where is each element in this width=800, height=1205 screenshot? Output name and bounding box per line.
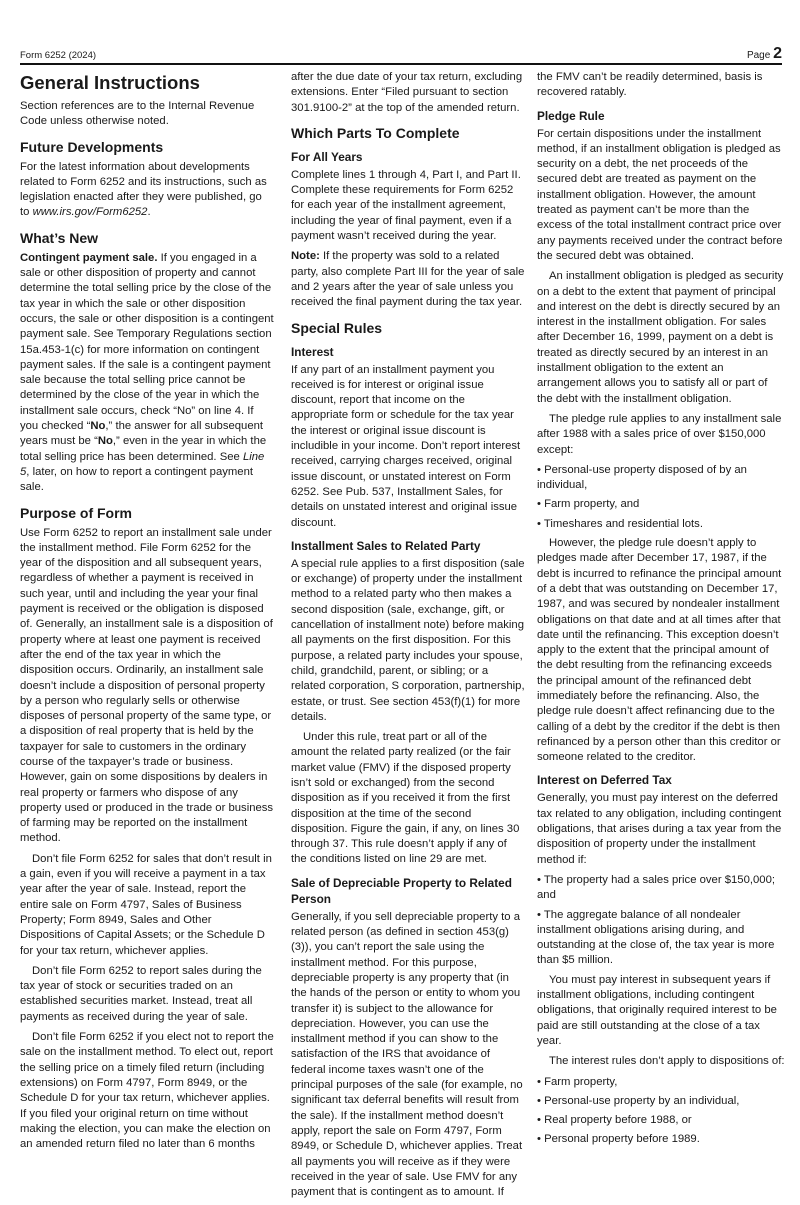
form-title: Form 6252 (2024): [20, 50, 97, 61]
paragraph: [537, 70, 785, 101]
text-run: You must pay interest in subsequent years if installment obligations, including contingent obligations, that originally required interest to be paid are still outstanding at the close of a tax year.: [537, 973, 777, 1047]
text-run: Under this rule, treat part or all of the amount the related party realized (or the fair market value (FMV) if the disposed property isn’t sold or exchanged) from the second disposition as if you received it from the first disposition at the time of the second disposition. Figure the gain, if any, on lines 30 through 37. This rule doesn’t apply if any of the conditions listed on line 29 are met.: [291, 731, 520, 866]
section-heading: [291, 124, 525, 142]
text-run: Interest: [291, 344, 334, 359]
text-run: For certain dispositions under the installment method, if an installment obligation is pledged as security on a debt, the net proceeds of the secured debt are treated as payment on the installment obligation. However, the amount treated as payment can’t be more than the excess of the total installment contract price over any payments received under the contract before the secured debt was obtained.: [537, 127, 783, 262]
header-rule: [20, 63, 782, 65]
bullet-item: [537, 1094, 785, 1109]
paragraph: [20, 160, 274, 221]
paragraph: [537, 973, 785, 1049]
subsection-heading: [537, 108, 785, 124]
paragraph: [537, 269, 785, 407]
text-run: ,” even in the year in which the total selling price has been determined. See: [20, 435, 267, 463]
text-run: Complete lines 1 through 4, Part I, and Part II. Complete these requirements for Form 6252 for each year of the installment agreement, including the year of final payment, even if a payment wasn’t received during the year.: [291, 168, 521, 243]
paragraph: [291, 557, 525, 725]
text-run: Section references are to the Internal Revenue Code unless otherwise noted.: [20, 100, 255, 128]
paragraph: [20, 99, 274, 130]
paragraph: [291, 249, 525, 310]
page-label: Page: [746, 50, 771, 61]
text-run: Which Parts To Complete: [291, 124, 460, 141]
text-run: • Real property before 1988, or: [537, 1114, 692, 1127]
text-run: A special rule applies to a first disposition (sale or exchange) of property under the installment method to a related party who then makes a second disposition (sale, exchange, gift, or cancellation of installment note) before making all payments on the first disposition. For this purpose, a related party includes your spouse, child, grandchild, parent, or sibling; or a related corporation, S corporation, partnership, estate, or trust. See section 453(f)(1) for more details.: [291, 557, 525, 723]
text-run: General Instructions: [20, 72, 200, 93]
paragraph: [20, 526, 274, 847]
text-run: Don’t file Form 6252 if you elect not to report the sale on the installment method. To elect out, report the selling price on a timely filed return (including extensions) on Form 4797, Form 8949, or the Schedule D for your tax return, whichever applies. If you filed your original return on time without making the election, you can make the election on an amended return filed no later than 6 months: [20, 1031, 274, 1151]
text-run: Generally, you must pay interest on the deferred tax related to any obligation, including contingent obligations, that arises during a tax year from the disposition of property under the installment method if:: [537, 792, 782, 866]
bold-text: No: [90, 420, 106, 433]
bullet-item: [537, 908, 785, 969]
paragraph: [537, 536, 785, 765]
text-run: Sale of Depreciable Property to Related Person: [291, 875, 512, 906]
bullet-item: [537, 873, 785, 904]
bullet-item: [537, 1113, 785, 1128]
text-run: Installment Sales to Related Party: [291, 538, 481, 553]
page-indicator: [747, 45, 782, 63]
text-run: If you engaged in a sale or other disposition of property and cannot determine the total selling price by the close of the tax year in which the sale or other disposition occurs, the sale or other disposition is a contingent payment sale. See Temporary Regulations section 15a.453-1(c) for more information on contingent payment sales. If the sale is a contingent payment sale because the total selling price cannot be determined by the close of the year in which the installment sale occurs, check “No” on line 4. If you checked “: [20, 251, 274, 433]
column-1: [20, 70, 274, 1157]
text-run: An installment obligation is pledged as security on a debt to the extent that payment of principal and interest on the debt is directly secured by an interest in the installment obligation. For sales after December 16, 1999, payment on a debt is treated as directly secured by an interest in an installment obligation to the extent an arrangement allows you to satisfy all or part of the debt with the installment obligation.: [537, 270, 784, 405]
page-header: [20, 45, 782, 62]
section-heading: [291, 319, 525, 337]
bullet-item: [537, 497, 785, 512]
text-run: .: [147, 206, 151, 219]
column-3: [537, 70, 785, 1152]
section-heading: [20, 504, 274, 522]
text-run: Don’t file Form 6252 for sales that don’t result in a gain, even if you will receive a payment in a tax year after the year of sale. Instead, report the entire sale on Form 4797, Sales of Business Property; Form 8949, Sales and Other Dispositions of Capital Assets; or the Schedule D for your tax return, whichever applies.: [20, 852, 272, 957]
paragraph: [20, 1030, 274, 1152]
text-run: Purpose of Form: [20, 504, 133, 521]
text-run: the FMV can’t be readily determined, basis is recovered ratably.: [537, 71, 763, 99]
text-run: Use Form 6252 to report an installment sale under the installment method. File Form 6252 for the year of the disposition and all subsequent years, regardless of whether a payment is received in such year, until and including the year your final payment is received or the obligation is disposed of. Generally, an installment sale is a disposition of property where at least one payment is received after the end of the tax year in which the disposition occurs. Ordinarily, an installment sale doesn’t include a disposition of personal property by a person who regularly sells or otherwise disposes of personal property of the same type, or a disposition of real property that is held by the taxpayer for sale to customers in the ordinary course of the taxpayer’s trade or business. However, gain on some dispositions by dealers in real property or farmers who dispose of any property used or produced in the trade or business of farming may be reported on the installment method.: [20, 526, 274, 845]
bold-text: Note:: [291, 250, 320, 263]
subsection-heading: [291, 149, 525, 165]
text-run: Pledge Rule: [537, 108, 605, 123]
paragraph: [20, 251, 274, 496]
subsection-heading: [291, 538, 525, 554]
link[interactable]: www.irs.gov/Form6252: [32, 206, 148, 219]
paragraph: [537, 791, 785, 867]
bullet-item: [537, 1132, 785, 1147]
text-run: • Personal-use property disposed of by an individual,: [537, 463, 747, 492]
subsection-heading: [537, 772, 785, 788]
text-run: However, the pledge rule doesn’t apply to pledges made after December 17, 1987, if the debt is incurred to refinance the principal amount of a debt that was outstanding on December 17, 1987, and was secured by nondealer installment obligations on that date and at all times after that date until the refinancing. This exception doesn’t apply to the extent that the principal amount of the debt resulting from the refinancing exceeds the principal amount of the refinanced debt immediately before the refinancing. Also, the pledge rule doesn’t affect refinancing due to the calling of a debt by the creditor if the debt is then refinanced by a person other than this creditor or someone related to the creditor.: [537, 537, 782, 764]
paragraph: [537, 412, 785, 458]
paragraph: [537, 1054, 785, 1069]
text-run: For the latest information about developments related to Form 6252 and its instructions, such as legislation enacted after they were published, go to: [20, 160, 267, 219]
text-run: The interest rules don’t apply to dispositions of:: [549, 1055, 785, 1068]
text-run: • Farm property,: [537, 1075, 618, 1088]
paragraph: [291, 910, 525, 1201]
text-run: • Personal-use property by an individual,: [537, 1094, 740, 1107]
text-run: If any part of an installment payment you received is for interest or original issue discount, report that income on the appropriate form or schedule for the tax year the interest or original issue discount is includible in your income. Don’t report interest received, carrying charges received, original issue discount, or unstated interest on Form 6252. See Pub. 537, Installment Sales, for details on unstated interest and original issue discount.: [291, 363, 521, 529]
section-heading: [20, 138, 274, 156]
text-run: Future Developments: [20, 138, 164, 155]
paragraph: [20, 852, 274, 959]
text-run: What’s New: [20, 229, 99, 246]
text-run: If the property was sold to a related party, also complete Part III for the year of sale and 2 years after the year of sale unless you received the final payment during the tax year.: [291, 250, 525, 309]
paragraph: [291, 70, 525, 116]
bullet-item: [537, 1075, 785, 1090]
page-title: [20, 72, 274, 94]
text-run: • Farm property, and: [537, 498, 640, 511]
text-run: Interest on Deferred Tax: [537, 773, 672, 788]
italic-text: Line 5: [20, 450, 265, 478]
paragraph: [20, 964, 274, 1025]
paragraph: [291, 363, 525, 531]
text-run: Don’t file Form 6252 to report sales during the tax year of stock or securities traded on an established securities market. Instead, treat all payments as received during the year of sale.: [20, 964, 262, 1023]
bullet-item: [537, 517, 785, 532]
paragraph: [537, 127, 785, 265]
text-run: For All Years: [291, 149, 363, 164]
text-run: , later, on how to report a contingent payment sale.: [20, 465, 254, 494]
text-run: Generally, if you sell depreciable property to a related person (as defined in section 453(g)(3)), you can’t report the sale using the installment method. For this purpose, depreciable property is any property that (in the hands of the person or entity to whom you transfer it) is subject to the allowance for depreciation. However, you can use the installment method if you can show to the satisfaction of the IRS that avoidance of federal income taxes wasn’t one of the principal purposes of the sale (for example, no significant tax deferral benefits will result from the sale). If the installment method doesn’t apply, report the sale on Form 4797, Form 8949, or Schedule D, whichever applies. Treat all payments you will receive as if they were received in the year of sale. Use FMV for any payment that is contingent as to amount. If: [291, 910, 523, 1199]
bold-text: No: [97, 435, 113, 448]
paragraph: [291, 168, 525, 244]
bold-text: Contingent payment sale.: [20, 251, 158, 264]
text-run: • The property had a sales price over $150,000; and: [537, 873, 775, 902]
bullet-item: [537, 463, 785, 494]
section-heading: [20, 229, 274, 247]
text-run: • Timeshares and residential lots.: [537, 517, 703, 530]
page-number: 2: [773, 45, 782, 62]
text-run: • Personal property before 1989.: [537, 1133, 700, 1146]
subsection-heading: [291, 344, 525, 360]
text-run: The pledge rule applies to any installment sale after 1988 with a sales price of over $150,000 except:: [537, 412, 782, 456]
text-run: after the due date of your tax return, excluding extensions. Enter “Filed pursuant to section 301.9100-2” at the top of the amended return.: [291, 71, 523, 114]
text-run: Special Rules: [291, 319, 383, 336]
paragraph: [291, 730, 525, 868]
text-run: ,” the answer for all subsequent years must be “: [20, 420, 264, 448]
text-run: • The aggregate balance of all nondealer installment obligations arising during, and outstanding at the close of, the tax year is more than $5 million.: [537, 908, 775, 967]
subsection-heading: [291, 875, 525, 907]
